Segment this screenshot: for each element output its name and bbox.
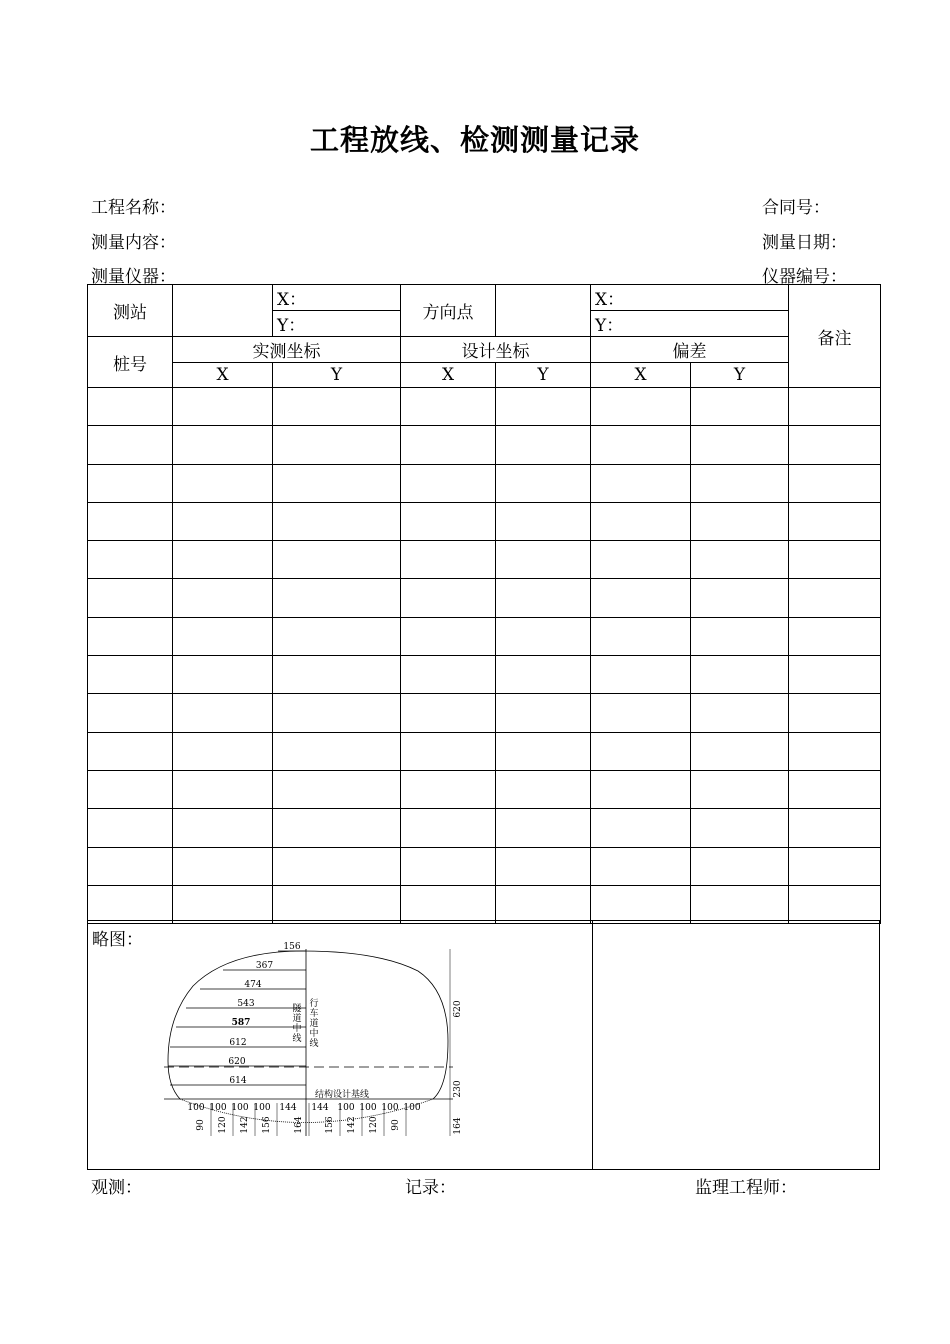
lane-center-label: 道: [309, 1019, 319, 1029]
table-row: [88, 388, 881, 426]
project-name-label: 工程名称：: [91, 198, 176, 218]
direction-y-cell[interactable]: Y：: [591, 311, 789, 337]
table-cell[interactable]: [691, 388, 789, 426]
table-cell[interactable]: [401, 656, 496, 694]
table-cell[interactable]: [691, 541, 789, 579]
remark-header: 备注: [789, 285, 881, 388]
table-cell[interactable]: [789, 502, 881, 540]
table-cell[interactable]: [88, 770, 173, 808]
table-cell[interactable]: [273, 885, 401, 923]
table-cell[interactable]: [173, 885, 273, 923]
bottom-dim-label: 144: [279, 1103, 297, 1113]
bottom-dim-label: 144: [311, 1103, 329, 1113]
table-row: [88, 809, 881, 847]
station-x-cell[interactable]: X：: [273, 285, 401, 311]
table-cell[interactable]: [173, 579, 273, 617]
station-value-cell[interactable]: [173, 285, 273, 337]
table-cell[interactable]: [273, 388, 401, 426]
table-cell[interactable]: [691, 694, 789, 732]
table-cell[interactable]: [88, 464, 173, 502]
measured-y-header: Y: [273, 363, 401, 388]
table-cell[interactable]: [173, 732, 273, 770]
table-cell[interactable]: [88, 885, 173, 923]
table-cell[interactable]: [591, 656, 691, 694]
table-cell[interactable]: [173, 502, 273, 540]
table-cell[interactable]: [88, 426, 173, 464]
bottom-dim-label: 100: [403, 1103, 421, 1113]
table-cell[interactable]: [273, 617, 401, 655]
table-cell[interactable]: [789, 464, 881, 502]
table-cell[interactable]: [88, 694, 173, 732]
table-cell[interactable]: [88, 502, 173, 540]
table-cell[interactable]: [401, 464, 496, 502]
width-label: 543: [237, 999, 255, 1009]
observer-label: 观测：: [91, 1178, 142, 1198]
table-cell[interactable]: [88, 541, 173, 579]
table-cell[interactable]: [273, 502, 401, 540]
table-cell[interactable]: [591, 732, 691, 770]
lane-center-label: 中: [309, 1029, 319, 1039]
baseline-label: 结构设计基线: [314, 1090, 370, 1100]
table-cell[interactable]: [591, 617, 691, 655]
table-cell[interactable]: [273, 732, 401, 770]
lower-dim-label: 164: [294, 1116, 304, 1134]
width-label: 620: [228, 1057, 246, 1067]
table-cell[interactable]: [496, 770, 591, 808]
table-cell[interactable]: [173, 388, 273, 426]
table-cell[interactable]: [273, 541, 401, 579]
table-cell[interactable]: [591, 426, 691, 464]
deviation-x-header: X: [591, 363, 691, 388]
sketch-box: [87, 920, 593, 1170]
table-row: [88, 656, 881, 694]
table-cell[interactable]: [496, 579, 591, 617]
dim-label: 620: [453, 1000, 463, 1018]
table-cell[interactable]: [401, 502, 496, 540]
table-row: [88, 847, 881, 885]
measurement-table: [87, 284, 881, 924]
design-x-header: X: [401, 363, 496, 388]
table-cell[interactable]: [496, 388, 591, 426]
recorder-label: 记录：: [405, 1178, 456, 1198]
table-cell[interactable]: [691, 464, 789, 502]
table-cell[interactable]: [591, 694, 691, 732]
tunnel-center-label: 隧: [292, 1004, 302, 1014]
dim-label: 230: [453, 1080, 463, 1098]
lane-center-label: 行: [309, 999, 319, 1009]
table-row: [88, 502, 881, 540]
table-cell[interactable]: [401, 617, 496, 655]
table-cell[interactable]: [273, 656, 401, 694]
table-cell[interactable]: [691, 885, 789, 923]
table-cell[interactable]: [691, 426, 789, 464]
bottom-dim-label: 100: [209, 1103, 227, 1113]
width-label: 587: [231, 1018, 251, 1028]
table-cell[interactable]: [591, 885, 691, 923]
tunnel-center-label: 线: [292, 1034, 302, 1044]
measured-coords-header: 实测坐标: [173, 337, 401, 363]
deviation-y-header: Y: [691, 363, 789, 388]
table-cell[interactable]: [88, 617, 173, 655]
table-cell[interactable]: [273, 847, 401, 885]
table-cell[interactable]: [273, 694, 401, 732]
table-cell[interactable]: [691, 656, 789, 694]
table-cell[interactable]: [789, 656, 881, 694]
table-cell[interactable]: [173, 617, 273, 655]
table-cell[interactable]: [789, 579, 881, 617]
table-cell[interactable]: [789, 426, 881, 464]
table-cell[interactable]: [496, 426, 591, 464]
table-cell[interactable]: [496, 464, 591, 502]
tunnel-center-label: 中: [292, 1024, 302, 1034]
table-cell[interactable]: [591, 464, 691, 502]
table-cell[interactable]: [273, 770, 401, 808]
table-cell[interactable]: [273, 426, 401, 464]
table-cell[interactable]: [401, 809, 496, 847]
table-cell[interactable]: [789, 885, 881, 923]
table-row: [88, 732, 881, 770]
table-cell[interactable]: [496, 732, 591, 770]
table-cell[interactable]: [691, 770, 789, 808]
lower-dim-label: 90: [391, 1119, 401, 1131]
lane-center-label: 线: [309, 1039, 319, 1049]
design-coords-header: 设计坐标: [401, 337, 591, 363]
table-cell[interactable]: [496, 617, 591, 655]
table-row: [88, 885, 881, 923]
table-cell[interactable]: [789, 388, 881, 426]
table-cell[interactable]: [591, 809, 691, 847]
instrument-label: 测量仪器：: [91, 267, 176, 287]
table-cell[interactable]: [496, 502, 591, 540]
table-cell[interactable]: [691, 847, 789, 885]
table-cell[interactable]: [789, 694, 881, 732]
table-cell[interactable]: [88, 847, 173, 885]
width-label: 367: [255, 961, 274, 971]
bottom-dim-label: 100: [381, 1103, 399, 1113]
table-cell[interactable]: [173, 541, 273, 579]
table-cell[interactable]: [789, 809, 881, 847]
lane-center-label: 车: [309, 1009, 319, 1019]
bottom-dim-label: 100: [253, 1103, 271, 1113]
table-cell[interactable]: [273, 464, 401, 502]
table-row: [88, 617, 881, 655]
table-cell[interactable]: [789, 541, 881, 579]
page-title: 工程放线、检测测量记录: [309, 123, 640, 157]
table-cell[interactable]: [691, 579, 789, 617]
design-y-header: Y: [496, 363, 591, 388]
table-cell[interactable]: [591, 579, 691, 617]
width-label: 612: [229, 1038, 247, 1048]
width-label: 614: [229, 1076, 247, 1086]
table-cell[interactable]: [173, 694, 273, 732]
table-cell[interactable]: [401, 694, 496, 732]
measure-date-label: 测量日期：: [762, 233, 847, 253]
table-cell[interactable]: [88, 579, 173, 617]
deviation-header: 偏差: [591, 337, 789, 363]
table-row: [88, 694, 881, 732]
table-cell[interactable]: [496, 885, 591, 923]
bottom-dim-label: 100: [231, 1103, 249, 1113]
lower-dim-label: 142: [240, 1116, 250, 1134]
table-cell[interactable]: [401, 426, 496, 464]
width-label: 474: [244, 980, 262, 990]
table-cell[interactable]: [88, 656, 173, 694]
table-cell[interactable]: [591, 847, 691, 885]
table-cell[interactable]: [789, 617, 881, 655]
table-cell[interactable]: [691, 809, 789, 847]
table-cell[interactable]: [496, 847, 591, 885]
table-cell[interactable]: [173, 426, 273, 464]
table-row: [88, 770, 881, 808]
lower-dim-label: 90: [196, 1119, 206, 1131]
table-cell[interactable]: [691, 502, 789, 540]
table-cell[interactable]: [401, 847, 496, 885]
bottom-dim-label: 100: [337, 1103, 355, 1113]
table-cell[interactable]: [789, 732, 881, 770]
measured-x-header: X: [173, 363, 273, 388]
supervisor-label: 监理工程师：: [695, 1178, 797, 1198]
tunnel-outline: [303, 951, 448, 1099]
direction-value-cell[interactable]: [496, 285, 591, 337]
table-cell[interactable]: [401, 885, 496, 923]
direction-x-cell[interactable]: X：: [591, 285, 789, 311]
table-cell[interactable]: [173, 770, 273, 808]
width-label: 156: [283, 942, 301, 952]
measure-content-label: 测量内容：: [91, 233, 176, 253]
bottom-dim-label: 100: [359, 1103, 377, 1113]
table-cell[interactable]: [691, 617, 789, 655]
sketch-label: 略图：: [92, 930, 143, 950]
instrument-no-label: 仪器编号：: [762, 267, 847, 287]
table-cell[interactable]: [591, 770, 691, 808]
table-cell[interactable]: [273, 809, 401, 847]
lower-dim-label: 156: [262, 1116, 272, 1134]
station-header: 测站: [88, 285, 173, 337]
table-row: [88, 464, 881, 502]
table-cell[interactable]: [591, 388, 691, 426]
table-cell[interactable]: [496, 694, 591, 732]
table-cell[interactable]: [401, 541, 496, 579]
table-cell[interactable]: [591, 502, 691, 540]
table-cell[interactable]: [401, 388, 496, 426]
table-cell[interactable]: [401, 770, 496, 808]
pile-no-header: 桩号: [88, 337, 173, 388]
table-cell[interactable]: [173, 656, 273, 694]
station-y-cell[interactable]: Y：: [273, 311, 401, 337]
lower-dim-label: 156: [325, 1116, 335, 1134]
table-cell[interactable]: [691, 732, 789, 770]
dim-label: 164: [453, 1117, 463, 1135]
table-cell[interactable]: [789, 847, 881, 885]
table-cell[interactable]: [88, 388, 173, 426]
tunnel-sketch: [88, 921, 594, 1171]
table-cell[interactable]: [496, 656, 591, 694]
lower-dim-label: 142: [347, 1116, 357, 1134]
table-cell[interactable]: [401, 732, 496, 770]
table-row: [88, 426, 881, 464]
bottom-dim-label: 100: [187, 1103, 205, 1113]
table-row: [88, 541, 881, 579]
table-cell[interactable]: [496, 541, 591, 579]
contract-no-label: 合同号：: [762, 198, 830, 218]
table-cell[interactable]: [173, 809, 273, 847]
table-cell[interactable]: [173, 464, 273, 502]
table-cell[interactable]: [591, 541, 691, 579]
table-cell[interactable]: [401, 579, 496, 617]
table-cell[interactable]: [273, 579, 401, 617]
table-cell[interactable]: [496, 809, 591, 847]
tunnel-center-label: 道: [292, 1014, 302, 1024]
direction-point-header: 方向点: [401, 285, 496, 337]
notes-box[interactable]: [592, 920, 880, 1170]
table-row: [88, 579, 881, 617]
lower-dim-label: 120: [369, 1116, 379, 1134]
table-cell[interactable]: [88, 809, 173, 847]
lower-dim-label: 120: [218, 1116, 228, 1134]
table-cell[interactable]: [173, 847, 273, 885]
table-cell[interactable]: [88, 732, 173, 770]
table-cell[interactable]: [789, 770, 881, 808]
